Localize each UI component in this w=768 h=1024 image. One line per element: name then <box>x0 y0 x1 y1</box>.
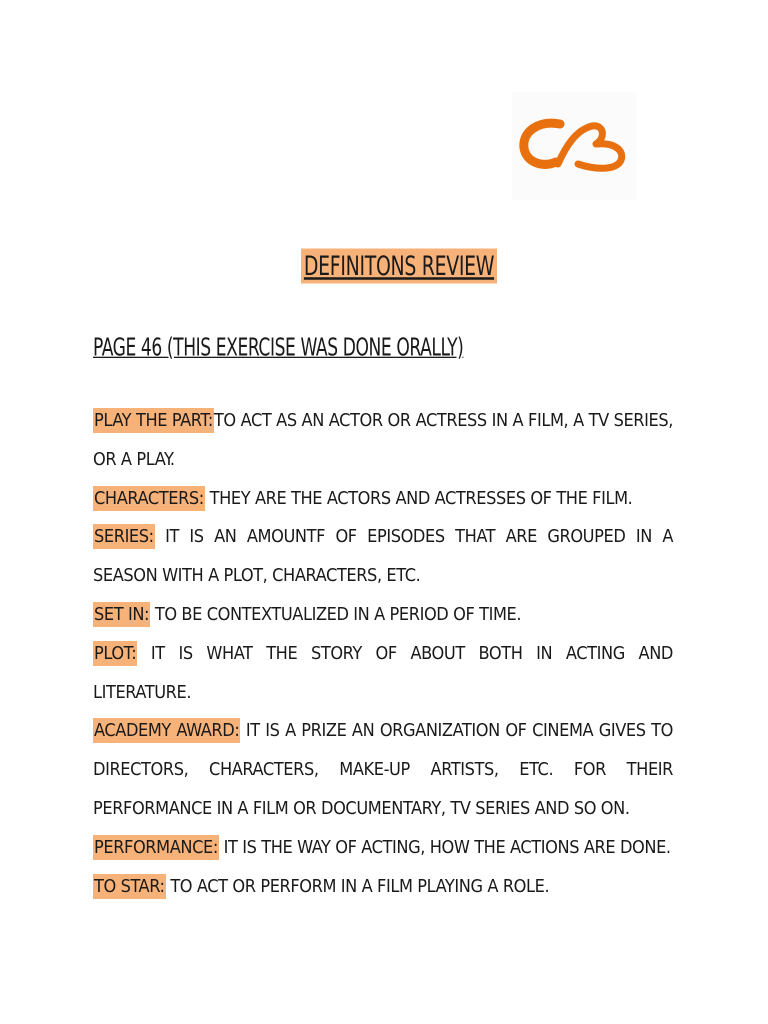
definition-text: IT IS THE WAY OF ACTING, HOW THE ACTIONS ARE DONE. <box>218 836 671 858</box>
definition-item <box>93 829 673 868</box>
definition-term: PLOT: <box>94 642 137 664</box>
definition-text: IT IS A PRIZE AN ORGANIZATION OF CINEMA GIVES TO DIRECTORS, CHARACTERS, MAKE-UP ARTISTS, ETC. FOR THEIR PERFORMANCE IN A FILM OR DOCUMENTARY, TV SERIES AND SO ON. <box>93 720 673 819</box>
definition-item <box>93 518 673 596</box>
definition-item <box>93 480 673 519</box>
definition-item <box>93 868 673 907</box>
logo <box>512 92 636 200</box>
definition-term: CHARACTERS: <box>94 487 204 509</box>
definition-term: SERIES: <box>94 526 154 548</box>
title-row <box>0 252 768 280</box>
cb-logo-icon <box>516 116 636 176</box>
page-reference: PAGE 46 (THIS EXERCISE WAS DONE ORALLY) <box>93 333 464 362</box>
definition-term: PLAY THE PART: <box>94 410 213 431</box>
definition-term: ACADEMY AWARD: <box>94 720 240 742</box>
document-title: DEFINITONS REVIEW <box>301 249 497 284</box>
definition-text: IT IS AN AMOUNTF OF EPISODES THAT ARE GROUPED IN A SEASON WITH A PLOT, CHARACTERS, ETC. <box>93 526 673 587</box>
definition-item <box>93 596 673 635</box>
definition-item <box>93 635 673 713</box>
definition-text: IT IS WHAT THE STORY OF ABOUT BOTH IN ACTING AND LITERATURE. <box>93 642 673 703</box>
definitions-list <box>93 402 673 906</box>
definition-text: THEY ARE THE ACTORS AND ACTRESSES OF THE FILM. <box>204 487 633 509</box>
definition-term: SET IN: <box>94 603 150 625</box>
definition-term: PERFORMANCE: <box>94 836 218 858</box>
definition-text: TO ACT AS AN ACTOR OR ACTRESS IN A FILM, A TV SERIES, OR A PLAY. <box>93 410 673 470</box>
definition-text: TO BE CONTEXTUALIZED IN A PERIOD OF TIME. <box>150 603 522 625</box>
definition-item <box>93 402 673 480</box>
definition-text: TO ACT OR PERFORM IN A FILM PLAYING A ROLE. <box>165 875 550 897</box>
definition-item <box>93 712 673 828</box>
definition-term: TO STAR: <box>94 875 165 897</box>
